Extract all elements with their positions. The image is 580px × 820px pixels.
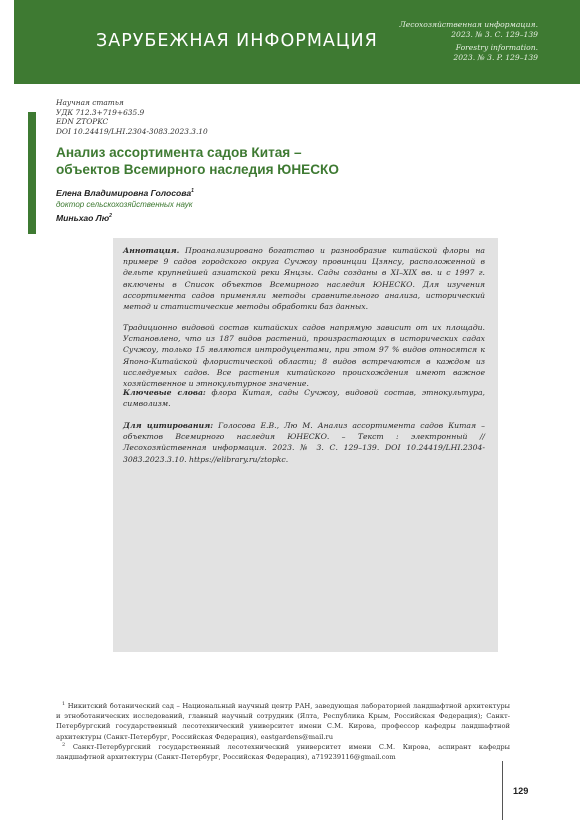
section-title: ЗАРУБЕЖНАЯ ИНФОРМАЦИЯ	[96, 31, 378, 51]
article-title-line1: Анализ ассортимента садов Китая –	[56, 145, 302, 160]
citation-ref-en-line1: Forestry information.	[455, 43, 538, 52]
footnote-1-mark: 1	[62, 700, 66, 707]
footnote-2-text: Санкт-Петербургский государственный лесотехнический университет имени С.М. Кирова, аспирант кафедры ландшафтной архитектуры (Санкт-Петербург, Российская Федерация), a719239116@gmail.com	[56, 742, 510, 762]
article-type: Научная статья	[56, 98, 124, 107]
udk-code: УДК 712.3+719+635.9	[56, 107, 145, 117]
footnote-1-text: Никитский ботанический сад – Национальный научный центр РАН, заведующая лабораторией ландшафтной архитектуры и этноботанических исследований, главный научный сотрудник (Ялта, Республика Крым, Российская Федерация); Санкт-Петербургский государственный лесотехнический университет имени С.М. Кирова, профессор кафедры ландшафтной архитектуры (Санкт-Петербург, Российская Федерация), eastgardens@mail.ru	[56, 702, 510, 741]
author-2	[56, 213, 112, 223]
edn-code: EDN ZTOPKC	[56, 117, 109, 127]
keywords-label: Ключевые слова:	[123, 388, 206, 397]
footnote-1	[56, 701, 510, 742]
citation-ref-en	[453, 43, 538, 62]
keywords-text: флора Китая, сады Сучжоу, видовой состав, этнокультура, символизм.	[123, 388, 485, 409]
citation-label: Для цитирования:	[123, 421, 214, 430]
keywords	[123, 387, 485, 409]
accent-bar	[28, 112, 36, 234]
page-divider	[502, 761, 503, 820]
author-1-degree: доктор сельскохозяйственных наук	[56, 200, 193, 209]
author-2-mark: 2	[109, 213, 112, 220]
doi-code: DOI 10.24419/LHI.2304-3083.2023.3.10	[56, 126, 208, 136]
footnote-2-mark: 2	[62, 741, 66, 748]
article-title-line2: объектов Всемирного наследия ЮНЕСКО	[56, 162, 339, 177]
article-title	[56, 144, 516, 178]
author-1	[56, 188, 194, 198]
citation-ref-en-line2: 2023. № 3. P. 129–139	[453, 52, 538, 62]
page-number: 129	[513, 786, 529, 796]
citation-ref-ru-line1: Лесохозяйственная информация.	[399, 20, 538, 29]
abstract-label: Аннотация.	[123, 246, 180, 255]
citation-text: Голосова Е.В., Лю М. Анализ ассортимента садов Китая – объектов Всемирного наследия ЮНЕСКО. – Текст : электронный // Лесохозяйственная информация. 2023. № 3. С. 129–139. DOI 10.24419/LHI.2304-3083.2023.3.10. https://elibrary.ru/ztopkc.	[123, 421, 485, 464]
abstract-paragraph	[123, 245, 485, 312]
abstract-paragraph-2: Традиционно видовой состав китайских садов напрямую зависит от их площади. Установлено, что из 187 видов растений, произрастающих в исторических садах Сучжоу, только 15 являются интродуцентами, при этом 97 % видов относятся к Японо-Китайской флористической области; 8 видов встречаются в каждом из исследуемых садов. Все растения китайского происхождения имеют важное хозяйственное и этнокультурное значение.	[123, 323, 485, 389]
footnote-2	[56, 742, 510, 762]
article-meta	[56, 98, 208, 136]
author-1-name: Елена Владимировна Голосова	[56, 188, 192, 198]
footnotes	[56, 701, 510, 762]
citation-ref-ru-line2: 2023. № 3. С. 129–139	[451, 29, 538, 39]
citation-ref-ru	[399, 20, 538, 39]
author-1-mark: 1	[191, 188, 194, 195]
abstract-text: Проанализировано богатство и разнообразие китайской флоры на примере 9 садов городского округа Сучжоу провинции Цзянсу, расположенной в дельте крупнейшей азиатской реки Янцзы. Сады созданы в XI–XIX вв. и с 1997 г. включены в Список объектов Всемирного наследия ЮНЕСКО. Для изучения ассортимента садов применяли методы сравнительного анализа, исторический метод и статистические методы обработки баз данных.	[123, 246, 485, 312]
author-2-name: Миньхао Лю	[56, 213, 110, 223]
citation	[123, 420, 485, 465]
